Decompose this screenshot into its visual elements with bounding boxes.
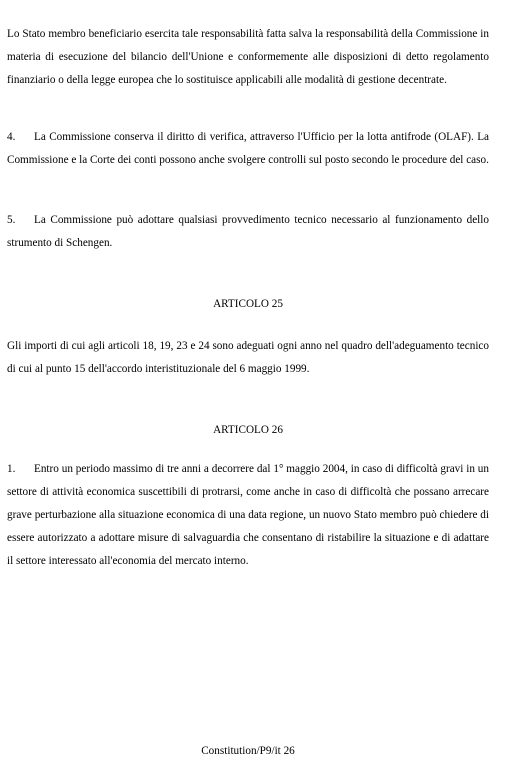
paragraph-4-number: 4. [7, 131, 16, 143]
intro-paragraph [7, 23, 489, 92]
paragraph-5-number: 5. [7, 214, 16, 226]
article-26-paragraph-1-text: Entro un periodo massimo di tre anni a decorrere dal 1° maggio 2004, in caso di difficoltà gravi in un settore di attività economica suscettibili di protrarsi, come anche in caso di difficoltà che possano arrecare grave perturbazione alla situazione economica di una data regione, un nuovo Stato membro può chiedere di essere autorizzato a adottare misure di salvaguardia che consentano di ristabilire la situazione e di adattare il settore interessato all'economia del mercato interno. [7, 463, 489, 567]
page-footer-reference: Constitution/P9/it 26 [201, 745, 295, 757]
article-26-paragraph-1 [7, 458, 489, 573]
paragraph-5-text: La Commissione può adottare qualsiasi provvedimento tecnico necessario al funzionamento dello strumento di Schengen. [7, 214, 489, 249]
article-26-heading: ARTICOLO 26 [213, 424, 283, 436]
paragraph-4 [7, 126, 489, 172]
intro-paragraph-text: Lo Stato membro beneficiario esercita tale responsabilità fatta salva la responsabilità della Commissione in materia di esecuzione del bilancio dell'Unione e conformemente alle disposizioni di detto regolamento finanziario o della legge europea che lo sostituisce applicabili alle modalità di gestione decentrate. [7, 28, 489, 86]
paragraph-4-text: La Commissione conserva il diritto di verifica, attraverso l'Ufficio per la lotta antifrode (OLAF). La Commissione e la Corte dei conti possono anche svolgere controlli sul posto secondo le procedure del caso. [7, 131, 489, 166]
article-25-heading: ARTICOLO 25 [213, 298, 283, 310]
article-26-paragraph-1-number: 1. [7, 463, 16, 475]
paragraph-5 [7, 209, 489, 255]
article-25-text: Gli importi di cui agli articoli 18, 19, 23 e 24 sono adeguati ogni anno nel quadro dell'adeguamento tecnico di cui al punto 15 dell'accordo interistituzionale del 6 maggio 1999. [7, 340, 489, 375]
